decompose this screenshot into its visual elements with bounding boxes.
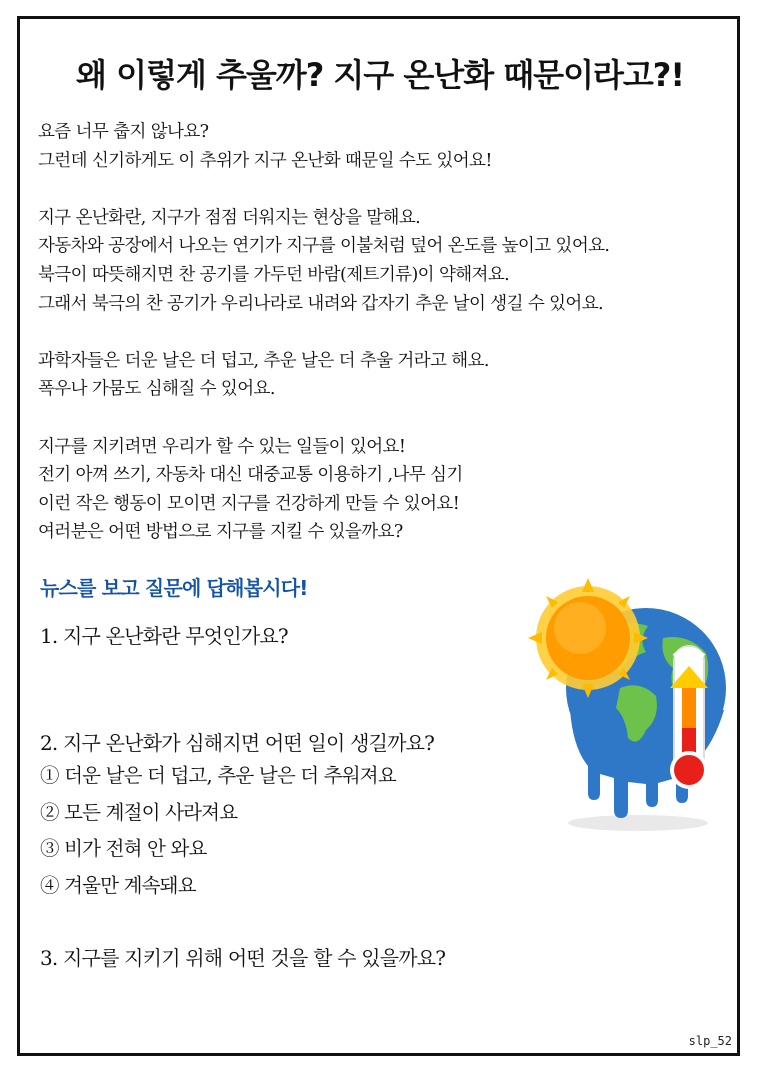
page-code: slp_52: [688, 1034, 732, 1048]
question-1: 1. 지구 온난화란 무엇인가요?: [40, 624, 288, 648]
article-body: [38, 118, 728, 576]
paragraph-intro: [38, 118, 728, 175]
question-2-options: [40, 758, 396, 904]
body-line: 이런 작은 행동이 모이면 지구를 건강하게 만들 수 있어요!: [38, 493, 460, 514]
page-title: 왜 이렇게 추울까? 지구 온난화 때문이라고?!: [76, 56, 684, 94]
body-line: 요즘 너무 춥지 않나요?: [38, 122, 209, 142]
paragraph-explanation: [38, 204, 728, 318]
body-line: 지구를 지키려면 우리가 할 수 있는 일들이 있어요!: [38, 436, 406, 457]
question-3: 3. 지구를 지키기 위해 어떤 것을 할 수 있을까요?: [40, 946, 446, 970]
body-line: 과학자들은 더운 날은 더 덥고, 추운 날은 더 추울 거라고 해요.: [38, 350, 489, 371]
body-line: 자동차와 공장에서 나오는 연기가 지구를 이불처럼 덮어 온도를 높이고 있어요.: [38, 236, 610, 257]
option-2: ② 모든 계절이 사라져요: [40, 800, 238, 824]
paragraph-effects: [38, 347, 728, 404]
option-1: ① 더운 날은 더 덥고, 추운 날은 더 추워져요: [40, 764, 396, 787]
body-line: 그래서 북극의 찬 공기가 우리나라로 내려와 갑자기 추운 날이 생길 수 있어요.: [38, 293, 604, 314]
body-line: 폭우나 가뭄도 심해질 수 있어요.: [38, 379, 275, 400]
global-warming-illustration: [528, 578, 728, 838]
question-2: 2. 지구 온난화가 심해지면 어떤 일이 생길까요?: [40, 731, 435, 755]
body-line: 북극이 따뜻해지면 찬 공기를 가두던 바람(제트기류)이 약해져요.: [38, 264, 510, 285]
option-3: ③ 비가 전혀 안 와요: [40, 837, 207, 860]
body-line: 여러분은 어떤 방법으로 지구를 지킬 수 있을까요?: [38, 522, 403, 543]
quiz-heading: 뉴스를 보고 질문에 답해봅시다!: [40, 576, 308, 600]
thermometer-icon: [670, 646, 708, 789]
shadow-shape: [568, 815, 708, 831]
body-line: 전기 아껴 쓰기, 자동차 대신 대중교통 이용하기 ,나무 심기: [38, 465, 463, 486]
sun-icon: [528, 578, 648, 698]
paragraph-actions: [38, 433, 728, 547]
body-line: 지구 온난화란, 지구가 점점 더워지는 현상을 말해요.: [38, 207, 421, 228]
body-line: 그런데 신기하게도 이 추위가 지구 온난화 때문일 수도 있어요!: [38, 150, 492, 171]
option-4: ④ 겨울만 계속돼요: [40, 873, 196, 897]
